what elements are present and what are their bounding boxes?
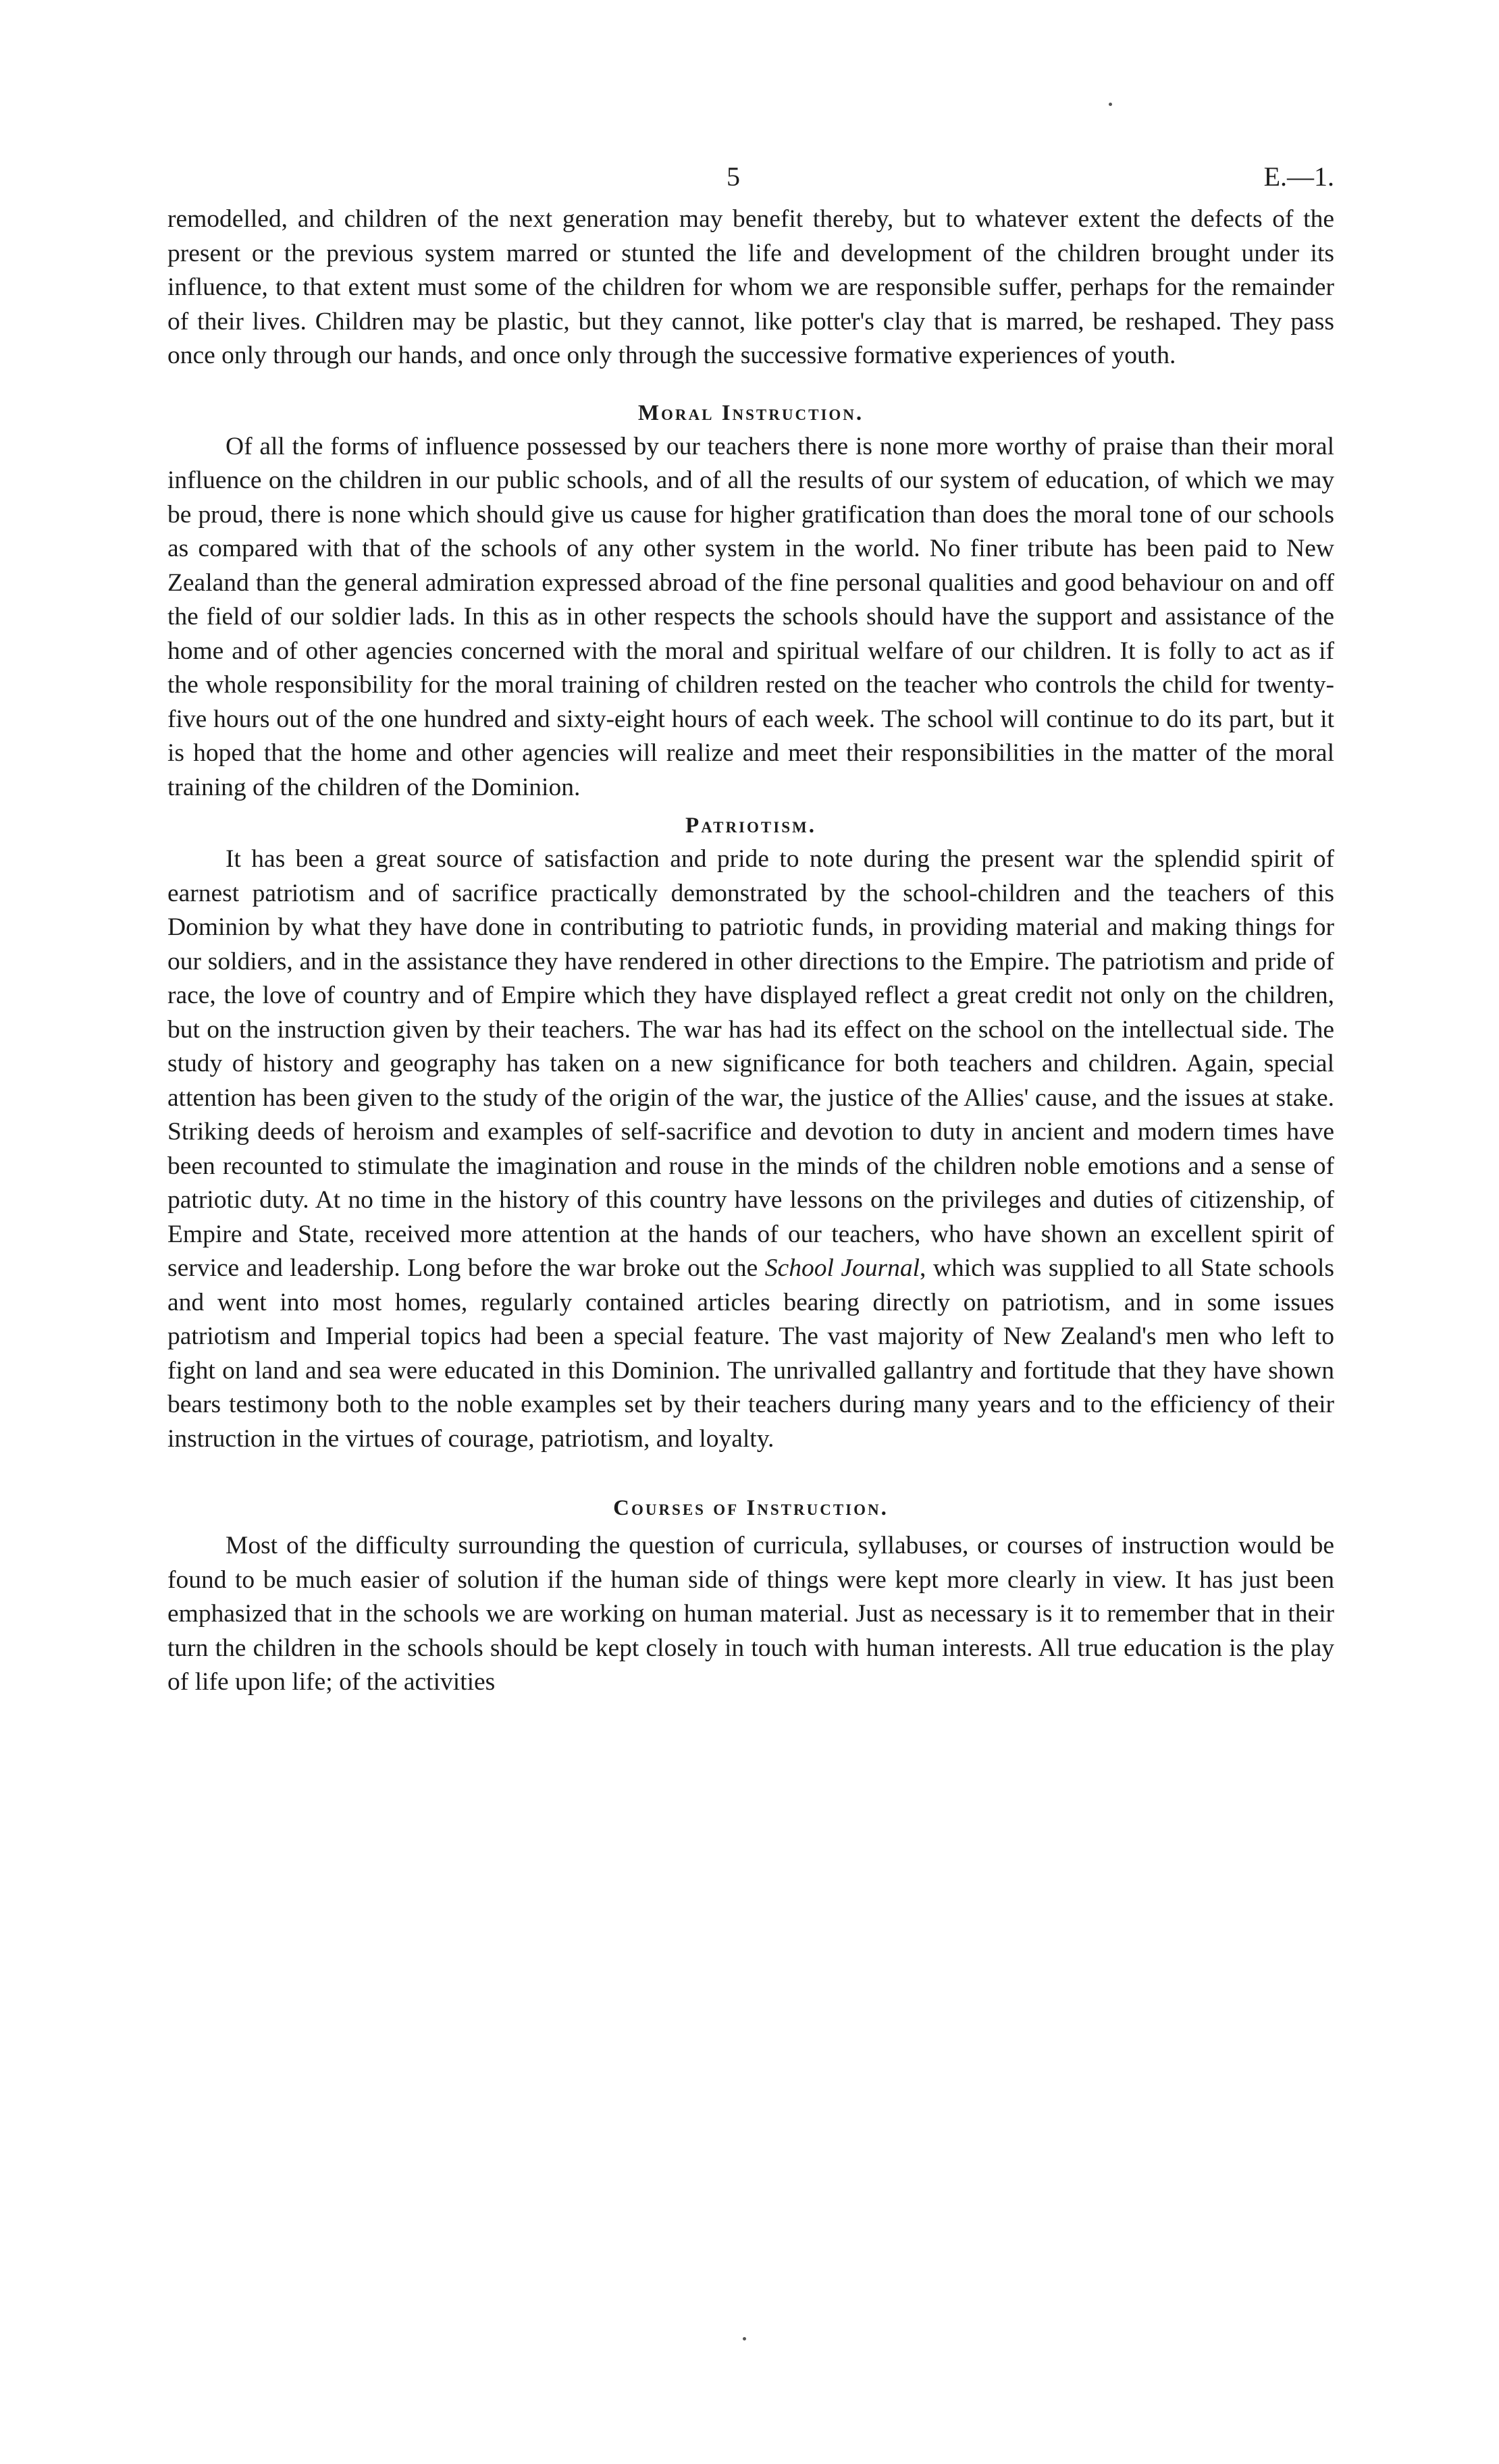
moral-instruction-paragraph: Of all the forms of influence possessed by our teachers there is none more worthy of praise than their moral influence on the children in our public schools, and of all the results of our system of education, of which we may be proud, there is none which should give us cause for higher gratification than does the moral tone of our schools as compared with that of the schools of any other system in the world. No finer tribute has been paid to New Zealand than the general admiration expressed abroad of the fine personal qualities and good behaviour on and off the field of our soldier lads. In this as in other respects the schools should have the support and assistance of the home and of other agencies concerned with the moral and spiritual welfare of our children. It is folly to act as if the whole responsibility for the moral training of children rested on the teacher who controls the child for twenty-five hours out of the one hundred and sixty-eight hours of each week. The school will continue to do its part, but it is hoped that the home and other agencies will realize and meet their responsibilities in the matter of the moral training of the children of the Dominion. <box>167 432 1334 801</box>
patriotism-text: It has been a great source of satisfaction and pride to note during the present war the splendid spirit of earnest patriotism and of sacrifice practically demonstrated by the school-children and the teachers of this Dominion by what they have done in contributing to patriotic funds, in providing material and making things for our soldiers, and in the assistance they have rendered in other directions to the Empire. The patriotism and pride of race, the love of country and of Empire which they have displayed reflect a great credit not only on the children, but on the instruction given by their teachers. The war has had its effect on the school on the intellectual side. The study of history and geography has taken on a new significance for both teachers and children. Again, special attention has been given to the study of the origin of the war, the justice of the Allies' cause, and the issues at stake. Striking deeds of heroism and examples of self-sacrifice and devotion to duty in ancient and modern times have been recounted to stimulate the imagination and rouse in the minds of the children noble emotions and a sense of patriotic duty. At no time in the history of this country have lessons on the privileges and duties of citizenship, of Empire and State, received more attention at the hands of our teachers, who have shown an excellent spirit of service and leadership. Long before the war broke out the <box>167 845 1334 1282</box>
scan-speck <box>1109 103 1112 106</box>
section-heading-patriotism: Patriotism. <box>685 813 816 838</box>
section-heading-moral-instruction: Moral Instruction. <box>637 400 864 425</box>
courses-of-instruction-paragraph: Most of the difficulty surrounding the question of curricula, syllabuses, or courses of instruction would be found to be much easier of solution if the human side of things were kept more clearly in view. It has just been emphasized that in the schools we are working on human material. Just as necessary is it to remember that in their turn the children in the schools should be kept closely in touch with human interests. All true education is the play of life upon life; of the activities <box>167 1532 1334 1696</box>
patriotism-paragraph <box>167 842 1334 1456</box>
intro-paragraph: remodelled, and children of the next generation may benefit thereby, but to whatever extent the defects of the present or the previous system marred or stunted the life and development of the children brought under its influence, to that extent must some of the children for whom we are responsible suffer, perhaps for the remainder of their lives. Children may be plastic, but they cannot, like potter's clay that is marred, be reshaped. They pass once only through our hands, and once only through the successive formative experiences of youth. <box>167 205 1334 369</box>
document-page <box>167 161 1334 1700</box>
section-heading-courses-of-instruction: Courses of Instruction. <box>613 1496 889 1520</box>
patriotism-text-continued: , which was supplied to all State schools and went into most homes, regularly contained articles bearing directly on patriotism, and in some issues patriotism and Imperial topics had been a special feature. The vast majority of New Zealand's men who left to fight on land and sea were educated in this Dominion. The unrivalled gallantry and fortitude that they have shown bears testimony both to the noble examples set by their teachers during many years and to the efficiency of their instruction in the virtues of courage, patriotism, and loyalty. <box>167 1254 1335 1453</box>
document-reference: E.—1. <box>1263 161 1334 192</box>
page-number: 5 <box>727 161 740 192</box>
school-journal-title: School Journal <box>764 1254 920 1282</box>
page-header <box>167 161 1334 203</box>
scan-speck <box>743 2337 746 2340</box>
